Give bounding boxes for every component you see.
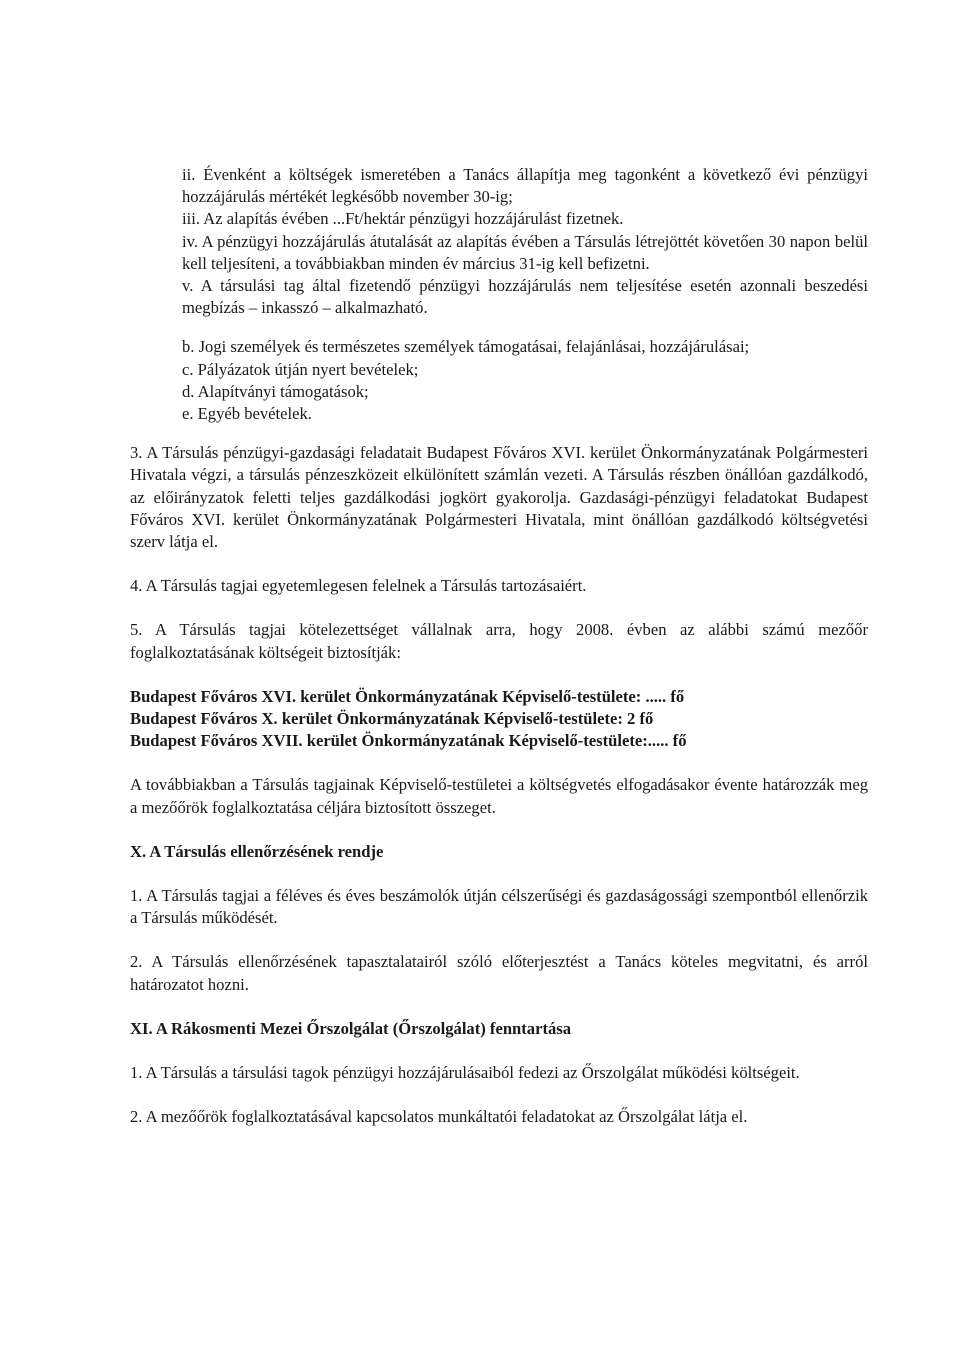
letter-item-d: d. Alapítványi támogatások; xyxy=(182,381,369,401)
council-line-xvii: Budapest Főváros XVII. kerület Önkormányzatának Képviselő-testülete:..... fő xyxy=(130,731,687,751)
sub-item-v: v. A társulási tag által fizetendő pénzügyi hozzájárulás nem teljesítése esetén azonnali beszedési megbízás – inkasszó – alkalmazható. xyxy=(182,276,868,318)
sub-item-ii: ii. Évenként a költségek ismeretében a Tanács állapítja meg tagonként a következő évi pénzügyi hozzájárulás mértékét legkésőbb november 30-ig; xyxy=(182,165,868,207)
letter-item-b: b. Jogi személyek és természetes személyek támogatásai, felajánlásai, hozzájárulásai; xyxy=(182,337,750,357)
paragraph-point-4: 4. A Társulás tagjai egyetemlegesen felelnek a Társulás tartozásaiért. xyxy=(130,576,587,596)
section-xi-item-1: 1. A Társulás a társulási tagok pénzügyi hozzájárulásaiból fedezi az Őrszolgálat működési költségeit. xyxy=(130,1063,800,1083)
council-line-xvi: Budapest Főváros XVI. kerület Önkormányzatának Képviselő-testülete: ..... fő xyxy=(130,686,685,706)
continuation-paragraph: A továbbiakban a Társulás tagjainak Képviselő-testületei a költségvetés elfogadásakor évente határozzák meg a mezőőrök foglalkoztatása céljára biztosított összeget. xyxy=(130,775,868,817)
section-x-heading: X. A Társulás ellenőrzésének rendje xyxy=(130,841,384,861)
section-x-item-1: 1. A Társulás tagjai a féléves és éves beszámolók útján célszerűségi és gazdaságossági szempontból ellenőrzik a Társulás működését. xyxy=(130,886,868,928)
paragraph-point-5: 5. A Társulás tagjai kötelezettséget vállalnak arra, hogy 2008. évben az alábbi számú mezőőr foglalkoztatásának költségeit biztosítják: xyxy=(130,620,868,662)
paragraph-point-3: 3. A Társulás pénzügyi-gazdasági feladatait Budapest Főváros XVI. kerület Önkormányzatának Polgármesteri Hivatala végzi, a társulás pénzeszközeit elkülönített számlán vezeti. A Társulás részben önállóan gazdálkodó, az előirányzatok feletti teljes gazdálkodási jogkört gyakorolja. Gazdasági-pénzügyi feladatokat Budapest Főváros XVI. kerület Önkormányzatának Polgármesteri Hivatala, mint önállóan gazdálkodó költségvetési szerv látja el. xyxy=(130,443,868,552)
document-body xyxy=(130,164,868,1129)
sub-item-iv: iv. A pénzügyi hozzájárulás átutalását az alapítás évében a Társulás létrejöttét követően 30 napon belül kell teljesíteni, a továbbiakban minden év március 31-ig kell befizetni. xyxy=(182,231,868,273)
section-x-item-2: 2. A Társulás ellenőrzésének tapasztalatairól szóló előterjesztést a Tanács köteles megvitatni, és arról határozatot hozni. xyxy=(130,952,868,994)
section-xi-item-2: 2. A mezőőrök foglalkoztatásával kapcsolatos munkáltatói feladatokat az Őrszolgálat látja el. xyxy=(130,1107,748,1127)
revenue-letter-items xyxy=(130,336,868,425)
council-line-x: Budapest Főváros X. kerület Önkormányzatának Képviselő-testülete: 2 fő xyxy=(130,709,654,729)
letter-item-c: c. Pályázatok útján nyert bevételek; xyxy=(182,359,419,379)
letter-item-e: e. Egyéb bevételek. xyxy=(182,404,312,424)
sub-item-iii: iii. Az alapítás évében ...Ft/hektár pénzügyi hozzájárulást fizetnek. xyxy=(182,209,624,229)
section-xi-heading: XI. A Rákosmenti Mezei Őrszolgálat (Őrszolgálat) fenntartása xyxy=(130,1018,572,1038)
contribution-sub-items xyxy=(130,164,868,319)
council-staff-list xyxy=(130,686,868,753)
